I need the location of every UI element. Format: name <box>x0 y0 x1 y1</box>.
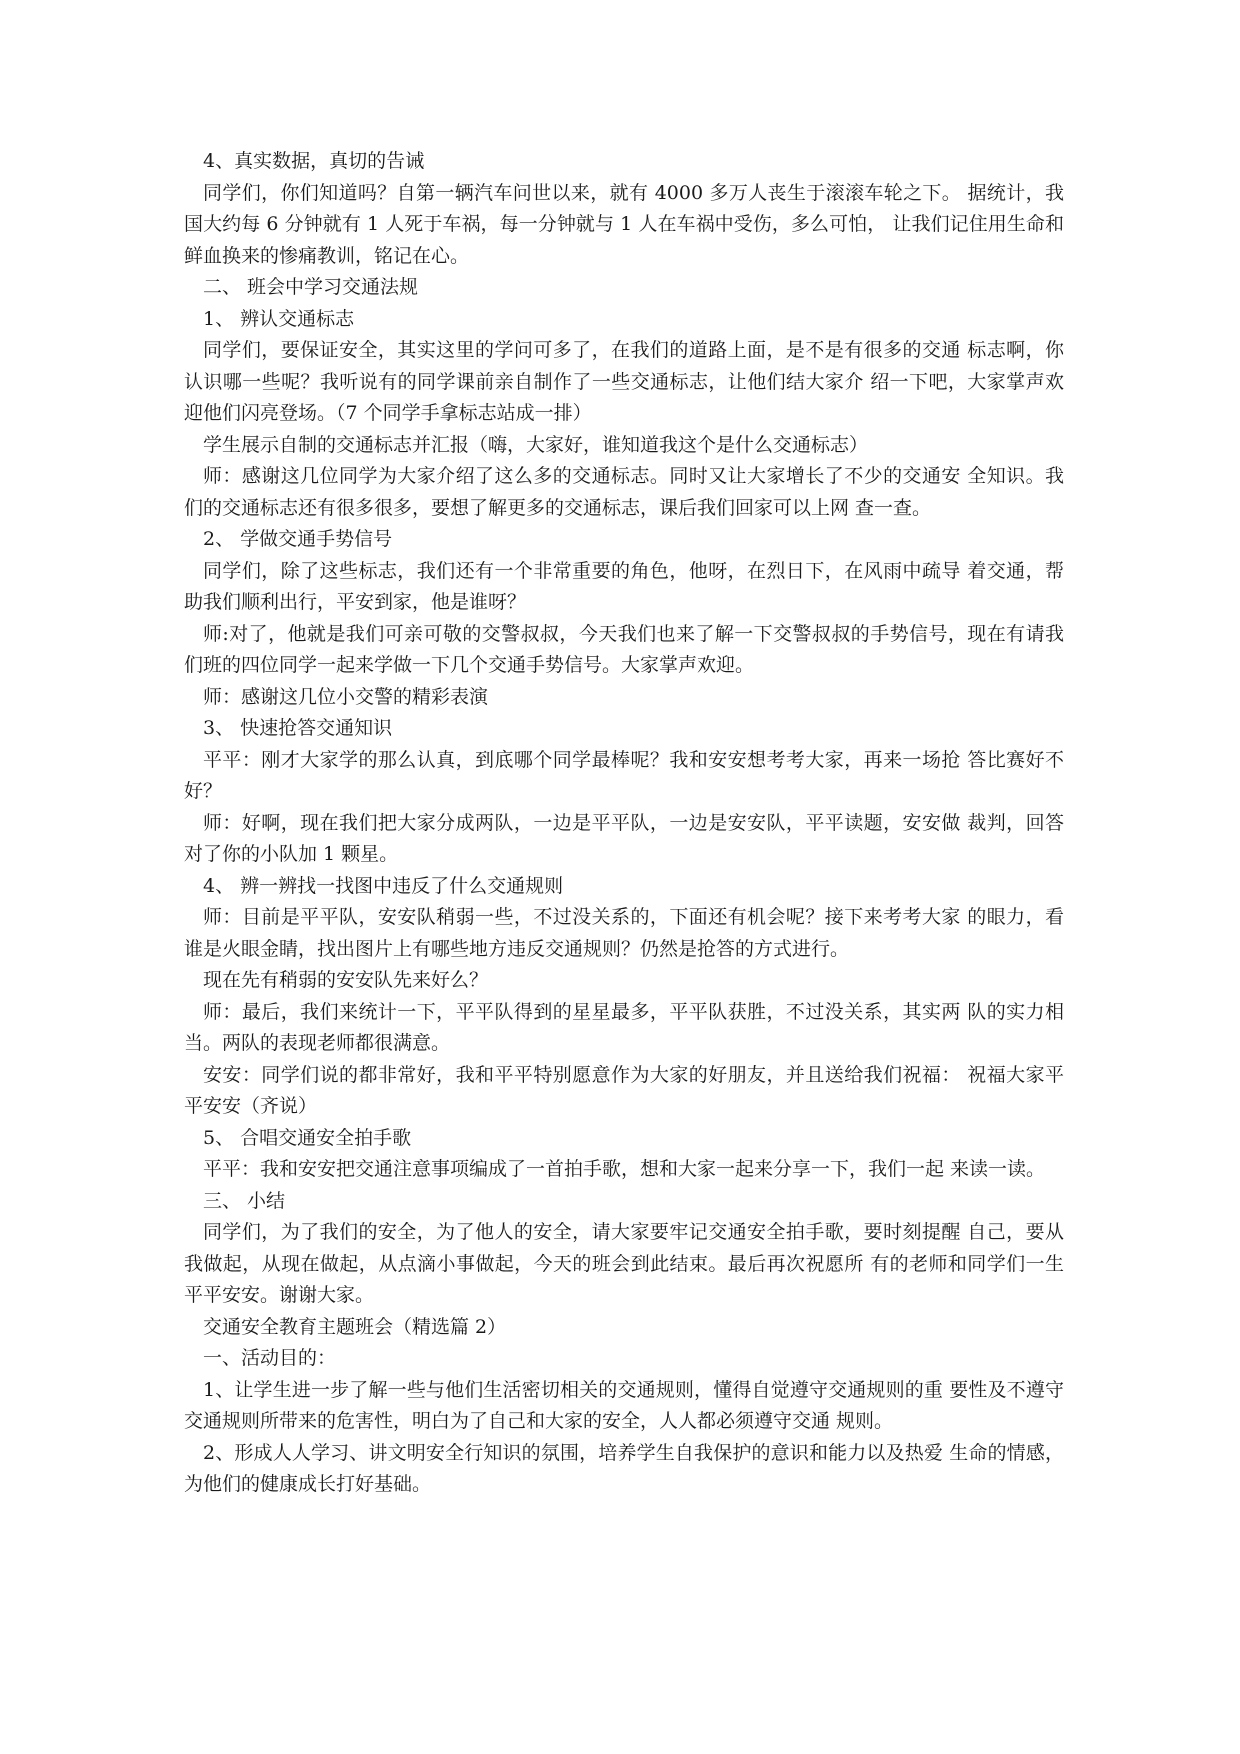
document-body <box>184 146 1064 1501</box>
subheading-quiz: 3、 快速抢答交通知识 <box>203 717 393 739</box>
subheading-real-data: 4、真实数据，真切的告诫 <box>203 150 425 172</box>
paragraph-purpose-1: 1、让学生进一步了解一些与他们生活密切相关的交通规则，懂得自觉遵守交通规则的重 要性及不遵守交通规则所带来的危害性，明白为了自己和大家的安全，人人都必须遵守交通 规则。 <box>184 1378 1064 1432</box>
section-heading-summary: 三、 小结 <box>203 1189 286 1212</box>
paragraph-teacher-thanks-signs: 师：感谢这几位同学为大家介绍了这么多的交通标志。同时又让大家增长了不少的交通安 全知识。我们的交通标志还有很多很多，要想了解更多的交通标志，课后我们回家可以上网 查一查。 <box>184 465 1064 519</box>
paragraph-teacher-results: 师：最后，我们来统计一下，平平队得到的星星最多，平平队获胜，不过没关系，其实两 队的实力相当。两队的表现老师都很满意。 <box>184 1000 1064 1054</box>
section-heading-purpose: 一、活动目的： <box>203 1347 337 1369</box>
paragraph-pingping-quiz: 平平：刚才大家学的那么认真，到底哪个同学最棒呢？我和安安想考考大家，再来一场抢 答比赛好不好？ <box>184 748 1064 802</box>
paragraph-anan-first: 现在先有稍弱的安安队先来好么？ <box>203 969 489 991</box>
subheading-clapping-song: 5、 合唱交通安全拍手歌 <box>203 1126 412 1149</box>
subheading-hand-signals: 2、 学做交通手势信号 <box>203 528 393 550</box>
paragraph-summary: 同学们，为了我们的安全，为了他人的安全，请大家要牢记交通安全拍手歌，要时刻提醒 自己，要从我做起，从现在做起，从点滴小事做起，今天的班会到此结束。最后再次祝愿所 有的老师和同学们一生平平安安。谢谢大家。 <box>184 1221 1064 1306</box>
paragraph-anan-blessing: 安安：同学们说的都非常好，我和平平特别愿意作为大家的好朋友，并且送给我们祝福： 祝福大家平平安安（齐说） <box>184 1063 1064 1117</box>
paragraph-pingping-song: 平平：我和安安把交通注意事项编成了一首拍手歌，想和大家一起来分享一下，我们一起 来读一读。 <box>203 1158 1046 1180</box>
paragraph-teacher-eyesight: 师：目前是平平队，安安队稍弱一些，不过没关系的，下面还有机会呢？接下来考考大家 的眼力，看谁是火眼金睛，找出图片上有哪些地方违反交通规则？仍然是抢答的方式进行。 <box>184 906 1064 960</box>
article-title-part-2: 交通安全教育主题班会（精选篇 2） <box>203 1315 507 1338</box>
paragraph-teacher-teams: 师：好啊，现在我们把大家分成两队，一边是平平队，一边是安安队，平平读题，安安做 裁判，回答对了你的小队加 1 颗星。 <box>184 811 1064 865</box>
section-heading-learn-rules: 二、 班会中学习交通法规 <box>203 276 419 298</box>
subheading-traffic-signs: 1、 辨认交通标志 <box>203 307 355 330</box>
paragraph-traffic-police: 同学们，除了这些标志，我们还有一个非常重要的角色，他呀，在烈日下，在风雨中疏导 着交通，帮助我们顺利出行，平安到家，他是谁呀？ <box>184 559 1064 613</box>
paragraph-students-show: 学生展示自制的交通标志并汇报（嗨，大家好，谁知道我这个是什么交通标志） <box>203 433 869 456</box>
paragraph-teacher-thanks-police: 师：感谢这几位小交警的精彩表演 <box>203 685 489 708</box>
subheading-find-violations: 4、 辨一辨找一找图中违反了什么交通规则 <box>203 874 564 897</box>
paragraph-teacher-hand-signals: 师:对了，他就是我们可亲可敬的交警叔叔，今天我们也来了解一下交警叔叔的手势信号，现在有请我们班的四位同学一起来学做一下几个交通手势信号。大家掌声欢迎。 <box>184 622 1064 676</box>
paragraph-purpose-2: 2、形成人人学习、讲文明安全行知识的氛围，培养学生自我保护的意识和能力以及热爱 生命的情感，为他们的健康成长打好基础。 <box>184 1441 1064 1495</box>
paragraph-statistics: 同学们，你们知道吗？自第一辆汽车问世以来，就有 4000 多万人丧生于滚滚车轮之下。 据统计，我国大约每 6 分钟就有 1 人死于车祸，每一分钟就与 1 人在车祸中受伤，多么可怕， 让我们记住用生命和鲜血换来的惨痛教训，铭记在心。 <box>184 181 1064 267</box>
paragraph-signs-intro: 同学们，要保证安全，其实这里的学问可多了，在我们的道路上面，是不是有很多的交通 标志啊，你认识哪一些呢？我听说有的同学课前亲自制作了一些交通标志，让他们结大家介 绍一下吧，大家掌声欢迎他们闪亮登场。（7 个同学手拿标志站成一排） <box>184 339 1064 424</box>
